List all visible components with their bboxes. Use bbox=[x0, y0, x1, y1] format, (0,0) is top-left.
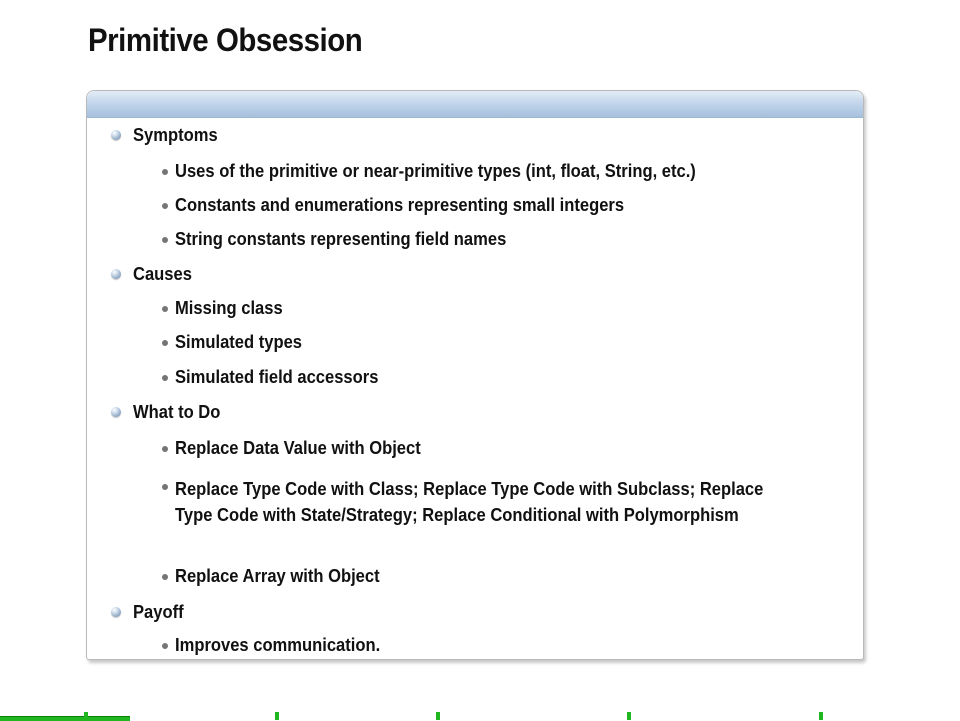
section-heading-payoff: Payoff bbox=[133, 602, 184, 622]
footer-tick bbox=[627, 712, 631, 720]
level1-bullet-icon bbox=[111, 269, 121, 279]
slide-title: Primitive Obsession bbox=[88, 22, 363, 58]
footer-tick bbox=[819, 712, 823, 720]
footer-progress-bar bbox=[0, 716, 130, 721]
level2-bullet-icon bbox=[162, 643, 168, 649]
list-item: Simulated types bbox=[175, 332, 303, 352]
list-item: Constants and enumerations representing small integers bbox=[175, 195, 625, 215]
level2-bullet-icon bbox=[162, 375, 168, 381]
level2-bullet-icon bbox=[162, 340, 168, 346]
list-item: Replace Type Code with Class; Replace Type Code with Subclass; Replace Type Code with State/Strategy; Replace Conditional with Polymorphism bbox=[175, 479, 764, 525]
level1-bullet-icon bbox=[111, 407, 121, 417]
list-item: Replace Data Value with Object bbox=[175, 438, 421, 458]
level2-bullet-icon bbox=[162, 203, 168, 209]
list-item: Improves communication. bbox=[175, 635, 381, 655]
level2-bullet-icon bbox=[162, 574, 168, 580]
section-heading-causes: Causes bbox=[133, 264, 192, 284]
level2-bullet-icon bbox=[162, 484, 168, 490]
level1-bullet-icon bbox=[111, 607, 121, 617]
level1-bullet-icon bbox=[111, 130, 121, 140]
section-heading-what-to-do: What to Do bbox=[133, 402, 221, 422]
level2-bullet-icon bbox=[162, 237, 168, 243]
list-item: Uses of the primitive or near-primitive types (int, float, String, etc.) bbox=[175, 161, 696, 181]
list-item: Missing class bbox=[175, 298, 283, 318]
footer-tick bbox=[275, 712, 279, 720]
list-item: String constants representing field names bbox=[175, 229, 507, 249]
level2-bullet-icon bbox=[162, 169, 168, 175]
list-item: Simulated field accessors bbox=[175, 367, 379, 387]
section-heading-symptoms: Symptoms bbox=[133, 125, 218, 145]
level2-bullet-icon bbox=[162, 446, 168, 452]
footer-tick bbox=[84, 712, 88, 720]
panel-header-band bbox=[87, 91, 863, 118]
footer-tick bbox=[436, 712, 440, 720]
list-item: Replace Array with Object bbox=[175, 566, 380, 586]
level2-bullet-icon bbox=[162, 306, 168, 312]
